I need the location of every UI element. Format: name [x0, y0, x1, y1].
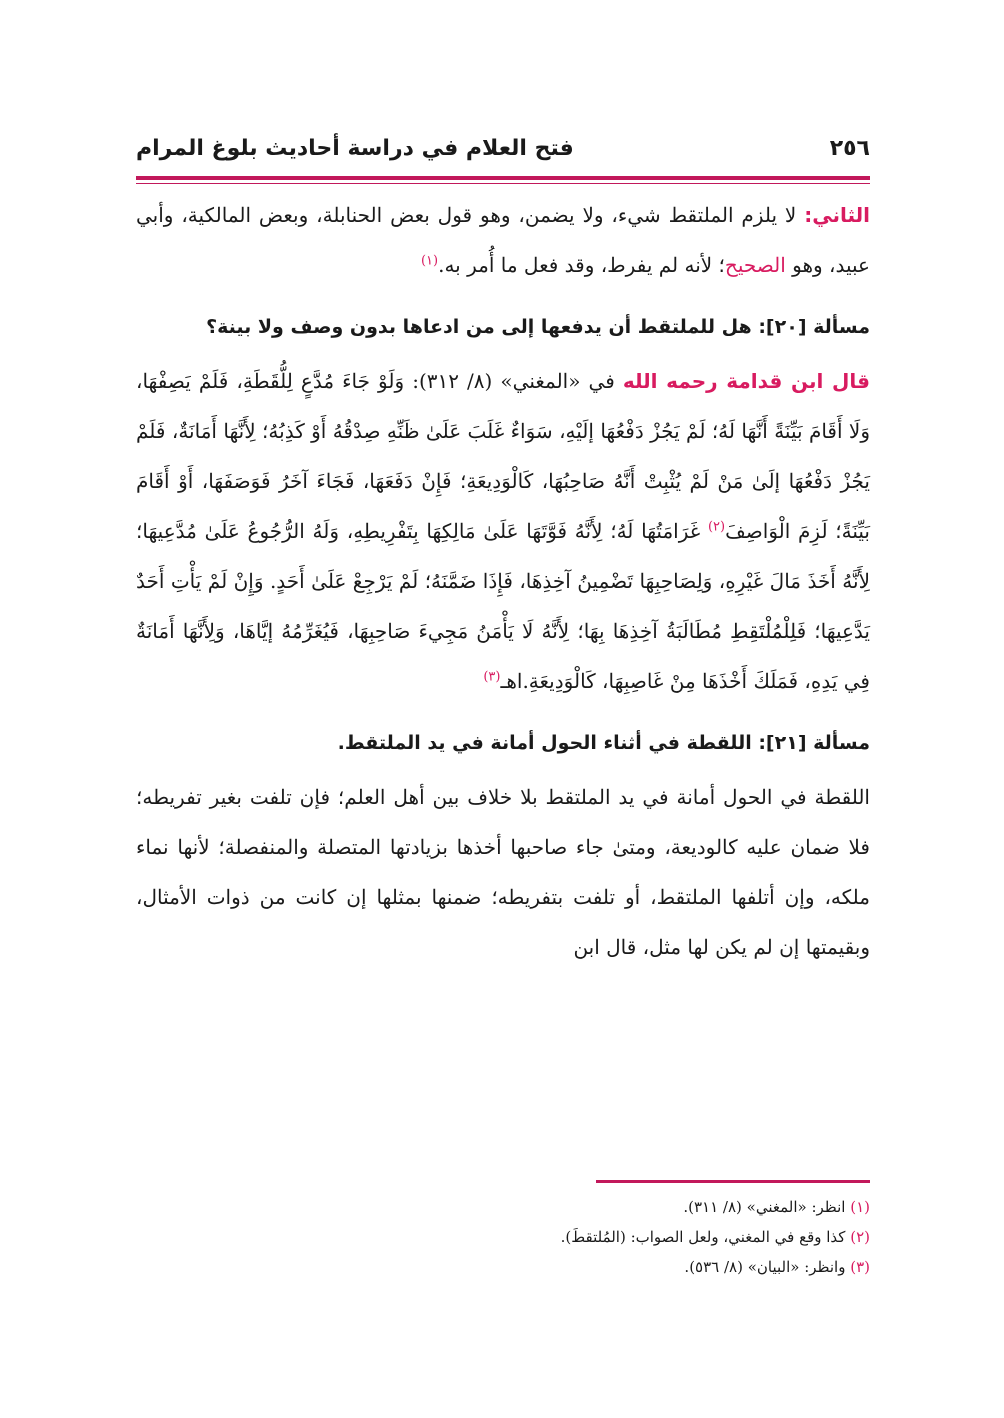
page-header [136, 128, 870, 168]
opinion-label: الثاني: [804, 203, 870, 227]
footnote-3 [136, 1252, 870, 1282]
footnotes [136, 1192, 870, 1282]
header-divider [136, 176, 870, 184]
page-body [136, 190, 870, 972]
paragraph-second-opinion [136, 190, 870, 290]
ibn-qudama-quote [136, 356, 870, 706]
footnote-2 [136, 1222, 870, 1252]
footnote-number: (٣) [850, 1258, 870, 1276]
footnote-text: وانظر: «البيان» (٨/ ٥٣٦). [684, 1258, 851, 1276]
quote-text: في «المغني» (٨/ ٣١٢): وَلَوْ جَاءَ مُدَّعٍ لِلُّقَطَةِ، فَلَمْ يَصِفْهَا، وَلَا أَقَامَ بَيِّنَةً أَنَّهَا لَهُ؛ لَمْ يَجُزْ دَفْعُهَا إلَيْهِ، سَوَاءٌ غَلَبَ عَلَىٰ ظَنِّهِ صِدْقُهُ أَوْ كَذِبُهُ؛ لِأَنَّهَا أَمَانَةٌ، فَلَمْ يَجُزْ دَفْعُهَا إلَىٰ مَنْ لَمْ يُثْبِتْ أَنَّهُ صَاحِبُهَا، كَالْوَدِيعَةِ؛ فَإِنْ دَفَعَهَا، فَجَاءَ آخَرُ فَوَصَفَهَا، أَوْ أَقَامَ بَيِّنَةً؛ لَزِمَ الْوَاصِفَ [136, 369, 870, 543]
footnote-ref-3[interactable]: (٣) [483, 669, 501, 685]
paragraph-text: لا يلزم الملتقط شيء، ولا يضمن، وهو قول بعض الحنابلة، وبعض المالكية، وأبي عبيد، وهو [136, 203, 870, 277]
footnote-text: كذا وقع في المغني، ولعل الصواب: (المُلتقطَ). [560, 1228, 851, 1246]
quote-author: قال ابن قدامة رحمه الله [622, 369, 870, 393]
masala-21-heading: مسألة [٢١]: اللقطة في أثناء الحول أمانة في يد الملتقط. [337, 732, 870, 754]
footnote-1 [136, 1192, 870, 1222]
footnote-divider [596, 1180, 870, 1183]
footnote-number: (٢) [850, 1228, 870, 1246]
footnote-text: انظر: «المغني» (٨/ ٣١١). [683, 1198, 851, 1216]
quote-text: غَرَامَتُهَا لَهُ؛ لِأَنَّهُ فَوَّتَهَا عَلَىٰ مَالِكِهَا بِتَفْرِيطِهِ، وَلَهُ الرُّجُوعُ عَلَىٰ مُدَّعِيهَا؛ لِأَنَّهُ أَخَذَ مَالَ غَيْرِهِ، وَلِصَاحِبِهَا تَضْمِينُ آخِذِهَا، فَإِذَا ضَمَّنَهُ؛ لَمْ يَرْجِعْ عَلَىٰ أَحَدٍ. وَإِنْ لَمْ يَأْتِ أَحَدٌ يَدَّعِيهَا؛ فَلِلْمُلْتَقِطِ مُطَالَبَةُ آخِذِهَا بِهَا؛ لِأَنَّهُ لَا يَأْمَنُ مَجِيءَ صَاحِبِهَا، فَيُغَرِّمُهُ إيَّاهَا، وَلِأَنَّهَا أَمَانَةٌ فِي يَدِهِ، فَمَلَكَ أَخْذَهَا مِنْ غَاصِبِهَا، كَالْوَدِيعَةِ.اهـ [136, 519, 871, 693]
masala-20-heading: مسألة [٢٠]: هل للملتقط أن يدفعها إلى من ادعاها بدون وصف ولا بينة؟ [206, 316, 870, 338]
book-title: فتح العلام في دراسة أحاديث بلوغ المرام [136, 135, 574, 161]
footnote-ref-2[interactable]: (٢) [707, 519, 726, 535]
footnote-number: (١) [850, 1198, 870, 1216]
footnote-ref-1[interactable]: (١) [420, 253, 439, 269]
sahih-highlight: الصحيح [724, 253, 786, 277]
paragraph-text: ؛ لأنه لم يفرط، وقد فعل ما أُمر به. [438, 253, 725, 277]
page-number: ٢٥٦ [829, 135, 870, 161]
paragraph-amana: اللقطة في الحول أمانة في يد الملتقط بلا خلاف بين أهل العلم؛ فإن تلفت بغير تفريطه؛ فلا ضمان عليه كالوديعة، ومتىٰ جاء صاحبها أخذها بزيادتها المتصلة والمنفصلة؛ لأنها نماء ملكه، وإن أتلفها الملتقط، أو تلفت بتفريطه؛ ضمنها بمثلها إن كانت من ذوات الأمثال، وبقيمتها إن لم يكن لها مثل، قال ابن [136, 785, 870, 959]
